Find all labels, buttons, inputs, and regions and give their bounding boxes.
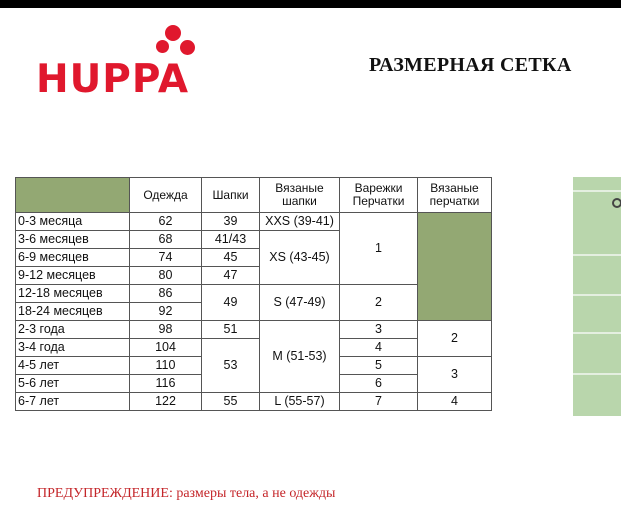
header-knit-hats-line1: Вязаные — [275, 181, 324, 196]
clothes-cell: 86 — [130, 285, 202, 303]
clothes-cell: 110 — [130, 357, 202, 375]
age-cell: 12-18 месяцев — [16, 285, 130, 303]
clothes-cell: 104 — [130, 339, 202, 357]
panel-stripe — [573, 190, 621, 192]
mittens-cell: 6 — [340, 375, 418, 393]
header-knit-hats-line2: шапки — [282, 194, 317, 208]
panel-ring-icon — [612, 198, 621, 208]
table-row — [16, 321, 492, 339]
clothes-cell: 122 — [130, 393, 202, 411]
hats-cell: 41/43 — [202, 231, 260, 249]
mittens-cell: 3 — [340, 321, 418, 339]
knit-gloves-cell: 2 — [418, 321, 492, 357]
huppa-logo — [36, 24, 216, 108]
clothes-cell: 116 — [130, 375, 202, 393]
mittens-cell: 5 — [340, 357, 418, 375]
panel-stripe — [573, 254, 621, 256]
knit-gloves-cell: 3 — [418, 357, 492, 393]
clothes-cell: 92 — [130, 303, 202, 321]
header-knit-gloves-line2: перчатки — [429, 194, 480, 208]
clothes-cell: 62 — [130, 213, 202, 231]
clothes-cell: 74 — [130, 249, 202, 267]
warning-text: ПРЕДУПРЕЖДЕНИЕ: размеры тела, а не одежды — [37, 486, 336, 501]
age-cell: 18-24 месяцев — [16, 303, 130, 321]
age-cell: 6-7 лет — [16, 393, 130, 411]
age-cell: 2-3 года — [16, 321, 130, 339]
top-bar — [0, 0, 621, 8]
mittens-cell: 2 — [340, 285, 418, 321]
header-age — [16, 178, 130, 213]
age-cell: 6-9 месяцев — [16, 249, 130, 267]
panel-stripe — [573, 294, 621, 296]
age-cell: 3-6 месяцев — [16, 231, 130, 249]
header-knit-gloves — [418, 178, 492, 213]
header-mittens-line1: Варежки — [354, 181, 403, 196]
adjacent-panel-edge — [573, 177, 621, 416]
age-cell: 5-6 лет — [16, 375, 130, 393]
knit-hats-cell: XS (43-45) — [260, 231, 340, 285]
table-row — [16, 393, 492, 411]
knit-gloves-cell: 4 — [418, 393, 492, 411]
panel-stripe — [573, 373, 621, 375]
knit-gloves-empty — [418, 213, 492, 321]
header-knit-hats — [260, 178, 340, 213]
hats-cell: 47 — [202, 267, 260, 285]
header-mittens — [340, 178, 418, 213]
logo-dot — [156, 40, 169, 53]
hats-cell: 39 — [202, 213, 260, 231]
header-clothes: Одежда — [130, 178, 202, 213]
hats-cell: 51 — [202, 321, 260, 339]
header-knit-gloves-line1: Вязаные — [430, 181, 479, 196]
age-cell: 3-4 года — [16, 339, 130, 357]
clothes-cell: 68 — [130, 231, 202, 249]
clothes-cell: 98 — [130, 321, 202, 339]
page-title: РАЗМЕРНАЯ СЕТКА — [369, 54, 572, 76]
knit-hats-cell: L (55-57) — [260, 393, 340, 411]
table-header — [16, 178, 492, 213]
header-hats: Шапки — [202, 178, 260, 213]
header-mittens-line2: Перчатки — [352, 194, 405, 208]
size-table — [15, 177, 492, 411]
logo-dot — [165, 25, 181, 41]
mittens-cell: 4 — [340, 339, 418, 357]
knit-hats-cell: XXS (39-41) — [260, 213, 340, 231]
age-cell: 0-3 месяца — [16, 213, 130, 231]
mittens-cell: 1 — [340, 213, 418, 285]
hats-cell: 49 — [202, 285, 260, 321]
hats-cell: 45 — [202, 249, 260, 267]
knit-hats-cell: M (51-53) — [260, 321, 340, 393]
hats-cell: 55 — [202, 393, 260, 411]
logo-text: HUPPA — [36, 57, 190, 102]
clothes-cell: 80 — [130, 267, 202, 285]
table-row — [16, 213, 492, 231]
knit-hats-cell: S (47-49) — [260, 285, 340, 321]
age-cell: 4-5 лет — [16, 357, 130, 375]
panel-stripe — [573, 332, 621, 334]
hats-cell: 53 — [202, 339, 260, 393]
age-cell: 9-12 месяцев — [16, 267, 130, 285]
mittens-cell: 7 — [340, 393, 418, 411]
logo-dot — [180, 40, 195, 55]
